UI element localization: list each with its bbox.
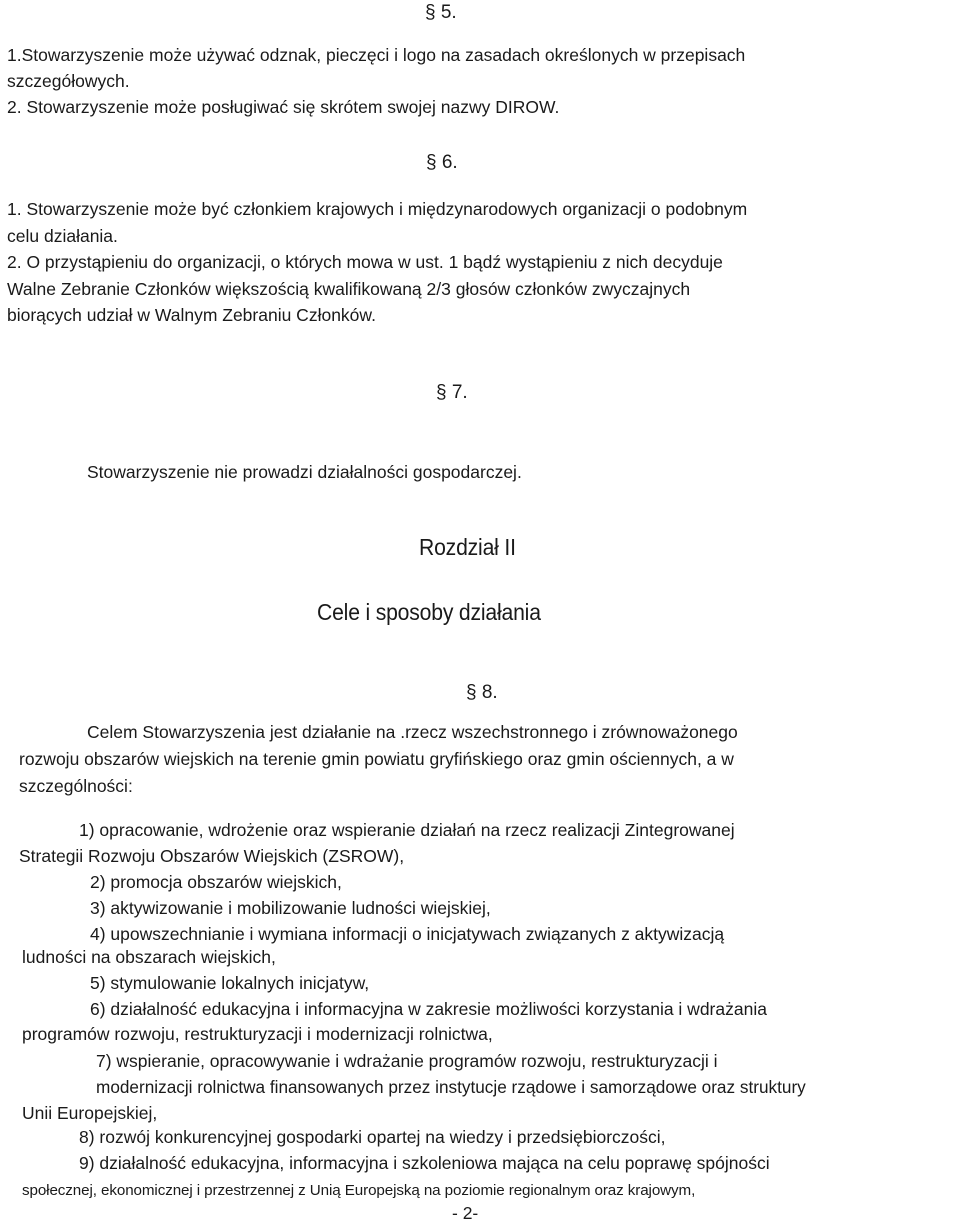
- section-5-line-2: szczegółowych.: [7, 71, 130, 91]
- section-5-line-3: 2. Stowarzyszenie może posługiwać się skrótem swojej nazwy DIROW.: [7, 97, 560, 117]
- goal-item-1-line-1: 1) opracowanie, wdrożenie oraz wspieranie działań na rzecz realizacji Zintegrowanej: [79, 820, 735, 840]
- section-6-line-2: celu działania.: [7, 226, 118, 246]
- goal-item-9-line-2: społecznej, ekonomicznej i przestrzennej z Unią Europejską na poziomie regionalnym oraz krajowym,: [22, 1182, 696, 1199]
- goal-item-3: 3) aktywizowanie i mobilizowanie ludności wiejskiej,: [90, 898, 491, 918]
- goal-item-6-line-1: 6) działalność edukacyjna i informacyjna w zakresie możliwości korzystania i wdrażania: [90, 999, 767, 1019]
- goal-item-5: 5) stymulowanie lokalnych inicjatyw,: [90, 973, 370, 993]
- goal-item-2: 2) promocja obszarów wiejskich,: [90, 872, 342, 892]
- page-number: - 2-: [452, 1203, 479, 1223]
- section-5-marker: § 5.: [425, 2, 457, 23]
- goal-item-4-line-1: 4) upowszechnianie i wymiana informacji o inicjatywach związanych z aktywizacją: [90, 924, 725, 944]
- goal-item-6-line-2: programów rozwoju, restrukturyzacji i modernizacji rolnictwa,: [22, 1024, 493, 1044]
- goal-item-7-line-3: Unii Europejskiej,: [22, 1103, 158, 1123]
- section-8-line-1: Celem Stowarzyszenia jest działanie na .rzecz wszechstronnego i zrównoważonego: [87, 722, 738, 742]
- section-7-line-1: Stowarzyszenie nie prowadzi działalności gospodarczej.: [87, 462, 522, 482]
- chapter-title: Rozdział II: [419, 534, 516, 560]
- section-6-marker: § 6.: [426, 152, 458, 173]
- section-5-line-1: 1.Stowarzyszenie może używać odznak, pieczęci i logo na zasadach określonych w przepisach: [7, 45, 746, 65]
- section-8-line-2: rozwoju obszarów wiejskich na terenie gmin powiatu gryfińskiego oraz gmin ościennych, a w: [19, 749, 734, 769]
- section-6-line-1: 1. Stowarzyszenie może być członkiem krajowych i międzynarodowych organizacji o podobnym: [7, 199, 748, 219]
- section-8-line-3: szczególności:: [19, 776, 133, 796]
- section-6-line-4: Walne Zebranie Członków większością kwalifikowaną 2/3 głosów członków zwyczajnych: [7, 279, 691, 299]
- section-8-marker: § 8.: [466, 682, 498, 703]
- section-6-line-5: biorących udział w Walnym Zebraniu Członków.: [7, 305, 376, 325]
- chapter-subtitle: Cele i sposoby działania: [317, 599, 541, 625]
- goal-item-8: 8) rozwój konkurencyjnej gospodarki opartej na wiedzy i przedsiębiorczości,: [79, 1127, 666, 1147]
- section-6-line-3: 2. O przystąpieniu do organizacji, o których mowa w ust. 1 bądź wystąpieniu z nich decyduje: [7, 252, 723, 272]
- goal-item-7-line-2: modernizacji rolnictwa finansowanych przez instytucje rządowe i samorządowe oraz struktury: [96, 1077, 806, 1097]
- section-7-marker: § 7.: [436, 382, 468, 403]
- goal-item-1-line-2: Strategii Rozwoju Obszarów Wiejskich (ZSROW),: [19, 846, 405, 866]
- goal-item-7-line-1: 7) wspieranie, opracowywanie i wdrażanie programów rozwoju, restrukturyzacji i: [96, 1051, 718, 1071]
- goal-item-9-line-1: 9) działalność edukacyjna, informacyjna i szkoleniowa mająca na celu poprawę spójności: [79, 1153, 770, 1173]
- goal-item-4-line-2: ludności na obszarach wiejskich,: [22, 947, 276, 967]
